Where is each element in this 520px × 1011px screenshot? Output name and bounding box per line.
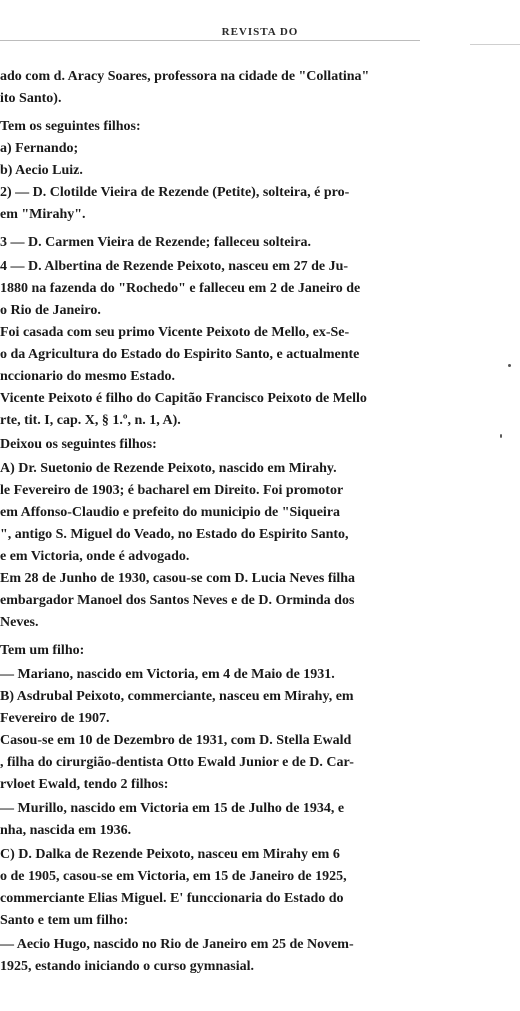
text-line: A) Dr. Suetonio de Rezende Peixoto, nascido em Mirahy.: [0, 461, 337, 476]
header-rule: [0, 40, 420, 41]
text-line: Em 28 de Junho de 1930, casou-se com D. Lucia Neves filha: [0, 571, 356, 586]
text-line: 1880 na fazenda do "Rochedo" e falleceu em 2 de Janeiro de: [0, 281, 361, 296]
text-line: — Aecio Hugo, nascido no Rio de Janeiro em 25 de Novem-: [0, 937, 354, 952]
text-line: commerciante Elias Miguel. E' funccionaria do Estado do: [0, 891, 344, 906]
text-line: Vicente Peixoto é filho do Capitão Francisco Peixoto de Mello: [0, 391, 367, 406]
text-line: ado com d. Aracy Soares, professora na cidade de "Collatina": [0, 69, 370, 84]
text-line: Neves.: [0, 615, 39, 630]
text-line: Tem um filho:: [0, 643, 85, 658]
print-speck: [500, 434, 502, 438]
text-line: Deixou os seguintes filhos:: [0, 437, 157, 452]
print-speck: [508, 364, 511, 367]
text-line: rvloet Ewald, tendo 2 filhos:: [0, 777, 169, 792]
text-line: — Mariano, nascido em Victoria, em 4 de Maio de 1931.: [0, 667, 335, 682]
text-line: o Rio de Janeiro.: [0, 303, 101, 318]
text-line: le Fevereiro de 1903; é bacharel em Direito. Foi promotor: [0, 483, 344, 498]
text-line: a) Fernando;: [0, 141, 79, 156]
text-line: o da Agricultura do Estado do Espirito Santo, e actualmente: [0, 347, 360, 362]
text-line: 3 — D. Carmen Vieira de Rezende; falleceu solteira.: [0, 235, 312, 250]
text-line: — Murillo, nascido em Victoria em 15 de Julho de 1934, e: [0, 801, 345, 816]
text-line: ", antigo S. Miguel do Veado, no Estado do Espirito Santo,: [0, 527, 349, 542]
text-line: nccionario do mesmo Estado.: [0, 369, 175, 384]
running-header: REVISTA DO: [221, 26, 299, 38]
text-line: 1925, estando iniciando o curso gymnasial.: [0, 959, 254, 974]
text-line: rte, tit. I, cap. X, § 1.º, n. 1, A).: [0, 413, 181, 428]
text-line: ito Santo).: [0, 91, 62, 106]
text-line: Casou-se em 10 de Dezembro de 1931, com D. Stella Ewald: [0, 733, 352, 748]
text-line: b) Aecio Luiz.: [0, 163, 83, 178]
text-line: , filha do cirurgião-dentista Otto Ewald Junior e de D. Car-: [0, 755, 354, 770]
text-line: C) D. Dalka de Rezende Peixoto, nasceu em Mirahy em 6: [0, 847, 340, 862]
text-line: 4 — D. Albertina de Rezende Peixoto, nasceu em 27 de Ju-: [0, 259, 349, 274]
text-line: o de 1905, casou-se em Victoria, em 15 de Janeiro de 1925,: [0, 869, 347, 884]
text-line: em "Mirahy".: [0, 207, 86, 222]
text-line: Santo e tem um filho:: [0, 913, 129, 928]
text-line: Foi casada com seu primo Vicente Peixoto de Mello, ex-Se-: [0, 325, 350, 340]
text-line: e em Victoria, onde é advogado.: [0, 549, 190, 564]
text-line: B) Asdrubal Peixoto, commerciante, nasceu em Mirahy, em: [0, 689, 354, 704]
text-line: em Affonso-Claudio e prefeito do municipio de "Siqueira: [0, 505, 341, 520]
text-line: Fevereiro de 1907.: [0, 711, 110, 726]
text-line: nha, nascida em 1936.: [0, 823, 132, 838]
header-dash: [470, 44, 520, 45]
text-line: Tem os seguintes filhos:: [0, 119, 141, 134]
text-line: 2) — D. Clotilde Vieira de Rezende (Petite), solteira, é pro-: [0, 185, 350, 200]
text-line: embargador Manoel dos Santos Neves e de D. Orminda dos: [0, 593, 355, 608]
